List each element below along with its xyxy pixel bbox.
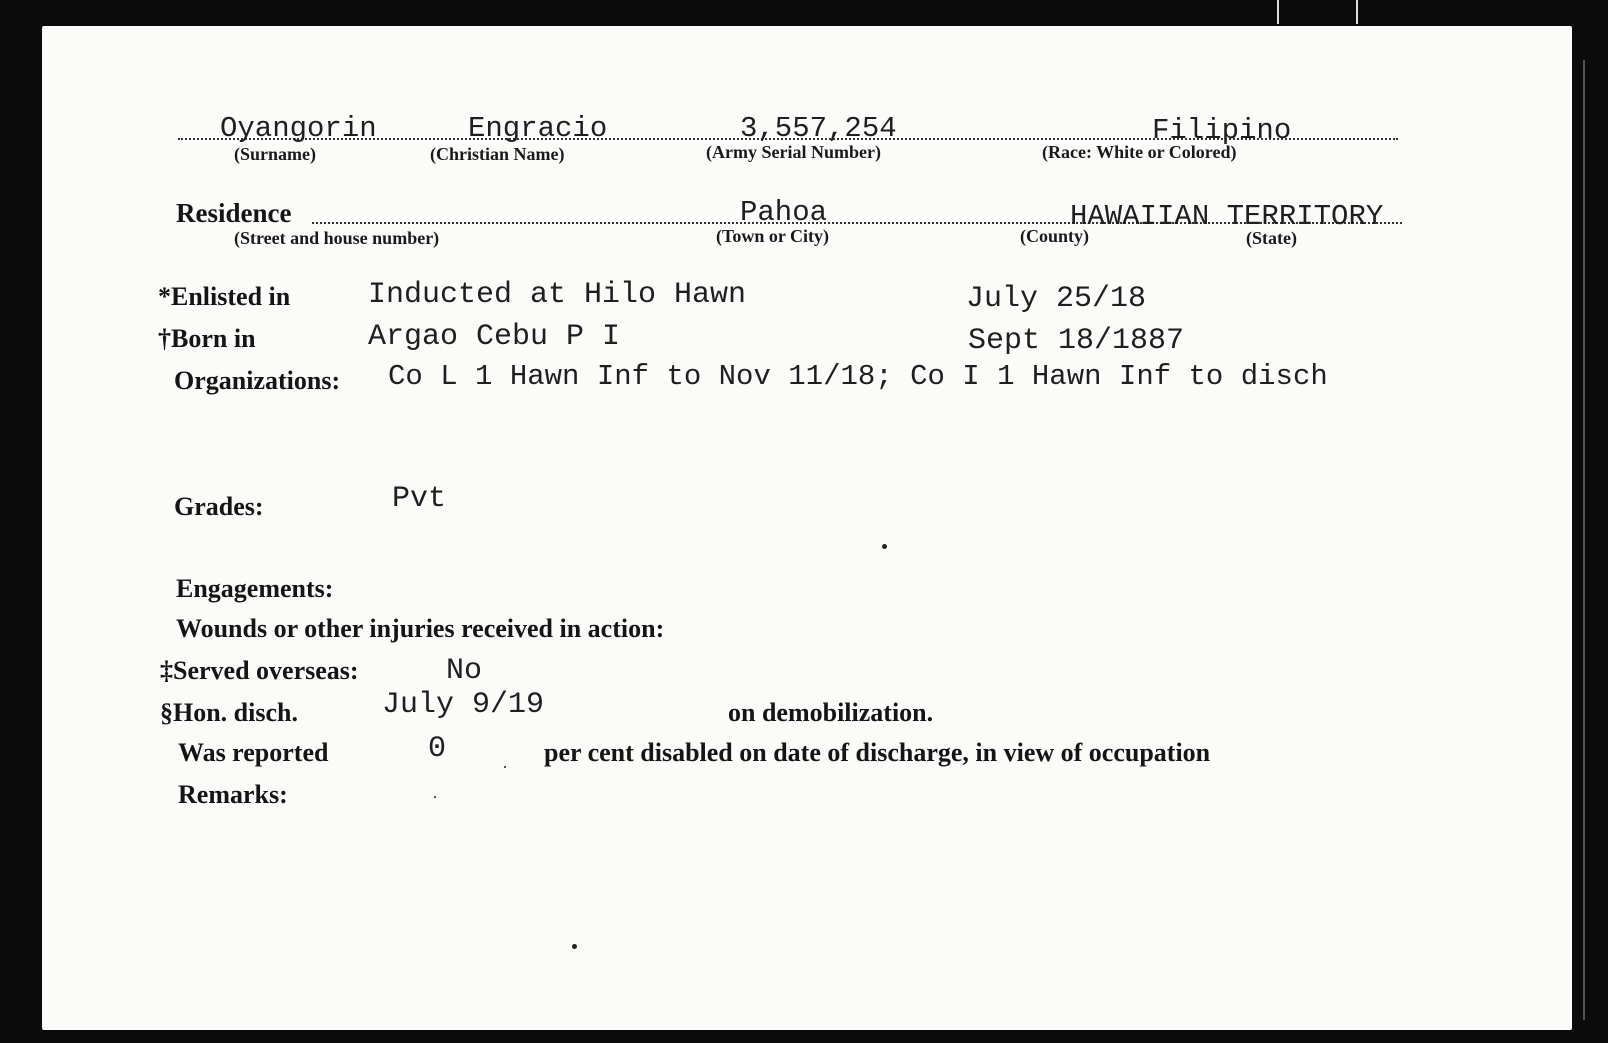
organizations-value: Co L 1 Hawn Inf to Nov 11/18; Co I 1 Hawn Inf to disch — [388, 360, 1328, 393]
disability-label: Was reported — [178, 738, 329, 767]
engagements-label: Engagements: — [176, 574, 334, 603]
enlisted-label: *Enlisted in — [158, 282, 291, 311]
town-caption: (Town or City) — [716, 226, 830, 246]
disability-value: 0 — [428, 732, 447, 766]
residence-label: Residence — [176, 198, 292, 228]
state-value: HAWAIIAN TERRITORY — [1070, 200, 1384, 233]
served-overseas-label: ‡Served overseas: — [160, 656, 359, 685]
disability-suffix: per cent disabled on date of discharge, in view of occupation — [544, 738, 1211, 767]
serial-number-value: 3,557,254 — [740, 112, 897, 145]
film-edge-mark — [1277, 0, 1279, 24]
organizations-label: Organizations: — [174, 366, 341, 395]
served-overseas-value: No — [446, 654, 483, 688]
town-value: Pahoa — [740, 196, 828, 229]
race-caption: (Race: White or Colored) — [1042, 142, 1237, 162]
surname-caption: (Surname) — [234, 144, 316, 164]
christian-name-caption: (Christian Name) — [430, 144, 565, 164]
grades-label: Grades: — [174, 492, 264, 521]
street-caption: (Street and house number) — [234, 228, 440, 248]
christian-name-value: Engracio — [468, 112, 608, 145]
grades-value: Pvt — [392, 482, 447, 516]
scan-speck — [572, 944, 577, 949]
service-record-card — [42, 26, 1572, 1030]
born-date: Sept 18/1887 — [968, 324, 1185, 358]
hon-disch-suffix: on demobilization. — [728, 698, 934, 727]
scan-speck — [434, 796, 436, 798]
hon-disch-label: §Hon. disch. — [160, 698, 298, 727]
born-value: Argao Cebu P I — [368, 320, 621, 354]
film-edge-mark — [1356, 0, 1358, 24]
remarks-label: Remarks: — [178, 780, 288, 809]
wounds-label: Wounds or other injuries received in action: — [176, 614, 665, 643]
serial-number-caption: (Army Serial Number) — [706, 142, 881, 162]
hon-disch-value: July 9/19 — [382, 688, 545, 722]
enlisted-value: Inducted at Hilo Hawn — [368, 278, 747, 312]
born-label: †Born in — [158, 324, 256, 353]
scan-speck — [882, 544, 887, 549]
state-caption: (State) — [1246, 228, 1297, 248]
county-caption: (County) — [1020, 226, 1090, 246]
film-edge-line — [1583, 60, 1585, 1020]
scan-speck — [504, 766, 506, 768]
surname-value: Oyangorin — [220, 112, 377, 145]
race-value: Filipino — [1152, 114, 1292, 147]
enlisted-date: July 25/18 — [966, 282, 1147, 316]
